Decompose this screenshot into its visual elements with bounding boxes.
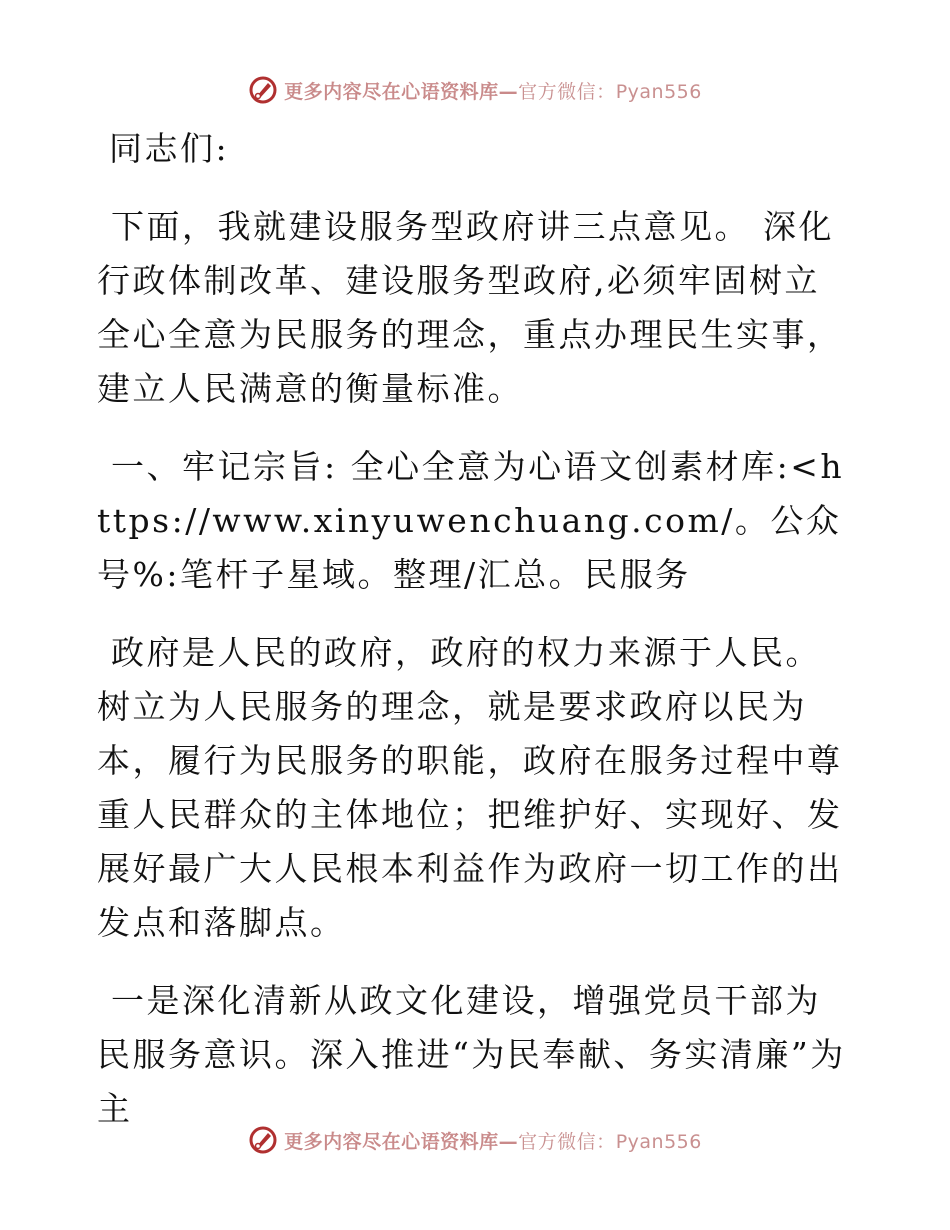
header-banner <box>0 70 950 110</box>
paragraph-2: 一、牢记宗旨: 全心全意为心语文创素材库:<https://www.xinyuwenchuang.com/。公众号%:笔杆子星域。整理/汇总。民服务 <box>97 447 845 594</box>
footer-banner <box>0 1120 950 1160</box>
brand-logo-icon <box>248 75 278 105</box>
header-banner-text <box>284 77 702 104</box>
footer-banner-text <box>284 1127 702 1154</box>
paragraph-1: 下面，我就建设服务型政府讲三点意见。 深化行政体制改革、建设服务型政府,必须牢固树立全心全意为民服务的理念，重点办理民生实事，建立人民满意的衡量标准。 <box>97 207 843 408</box>
document-body <box>97 122 853 1160</box>
header-wechat-id: Pyan556 <box>615 80 702 103</box>
paragraph-4: 一是深化清新从政文化建设，增强党员干部为民服务意识。深入推进“为民奉献、务实清廉”为主 <box>97 981 846 1128</box>
footer-banner-slogan: 更多内容尽在心语资料库— <box>284 1130 519 1153</box>
header-wechat-label: 官方微信： <box>518 80 616 103</box>
greeting: 同志们: <box>109 129 230 168</box>
header-banner-slogan: 更多内容尽在心语资料库— <box>284 80 519 103</box>
footer-wechat-label: 官方微信： <box>518 1130 616 1153</box>
brand-logo-icon <box>248 1125 278 1155</box>
paragraph-3: 政府是人民的政府，政府的权力来源于人民。树立为人民服务的理念，就是要求政府以民为本，履行为民服务的职能，政府在服务过程中尊重人民群众的主体地位；把维护好、实现好、发展好最广大人民根本利益作为政府一切工作的出发点和落脚点。 <box>97 633 843 942</box>
footer-wechat-id: Pyan556 <box>615 1130 702 1153</box>
